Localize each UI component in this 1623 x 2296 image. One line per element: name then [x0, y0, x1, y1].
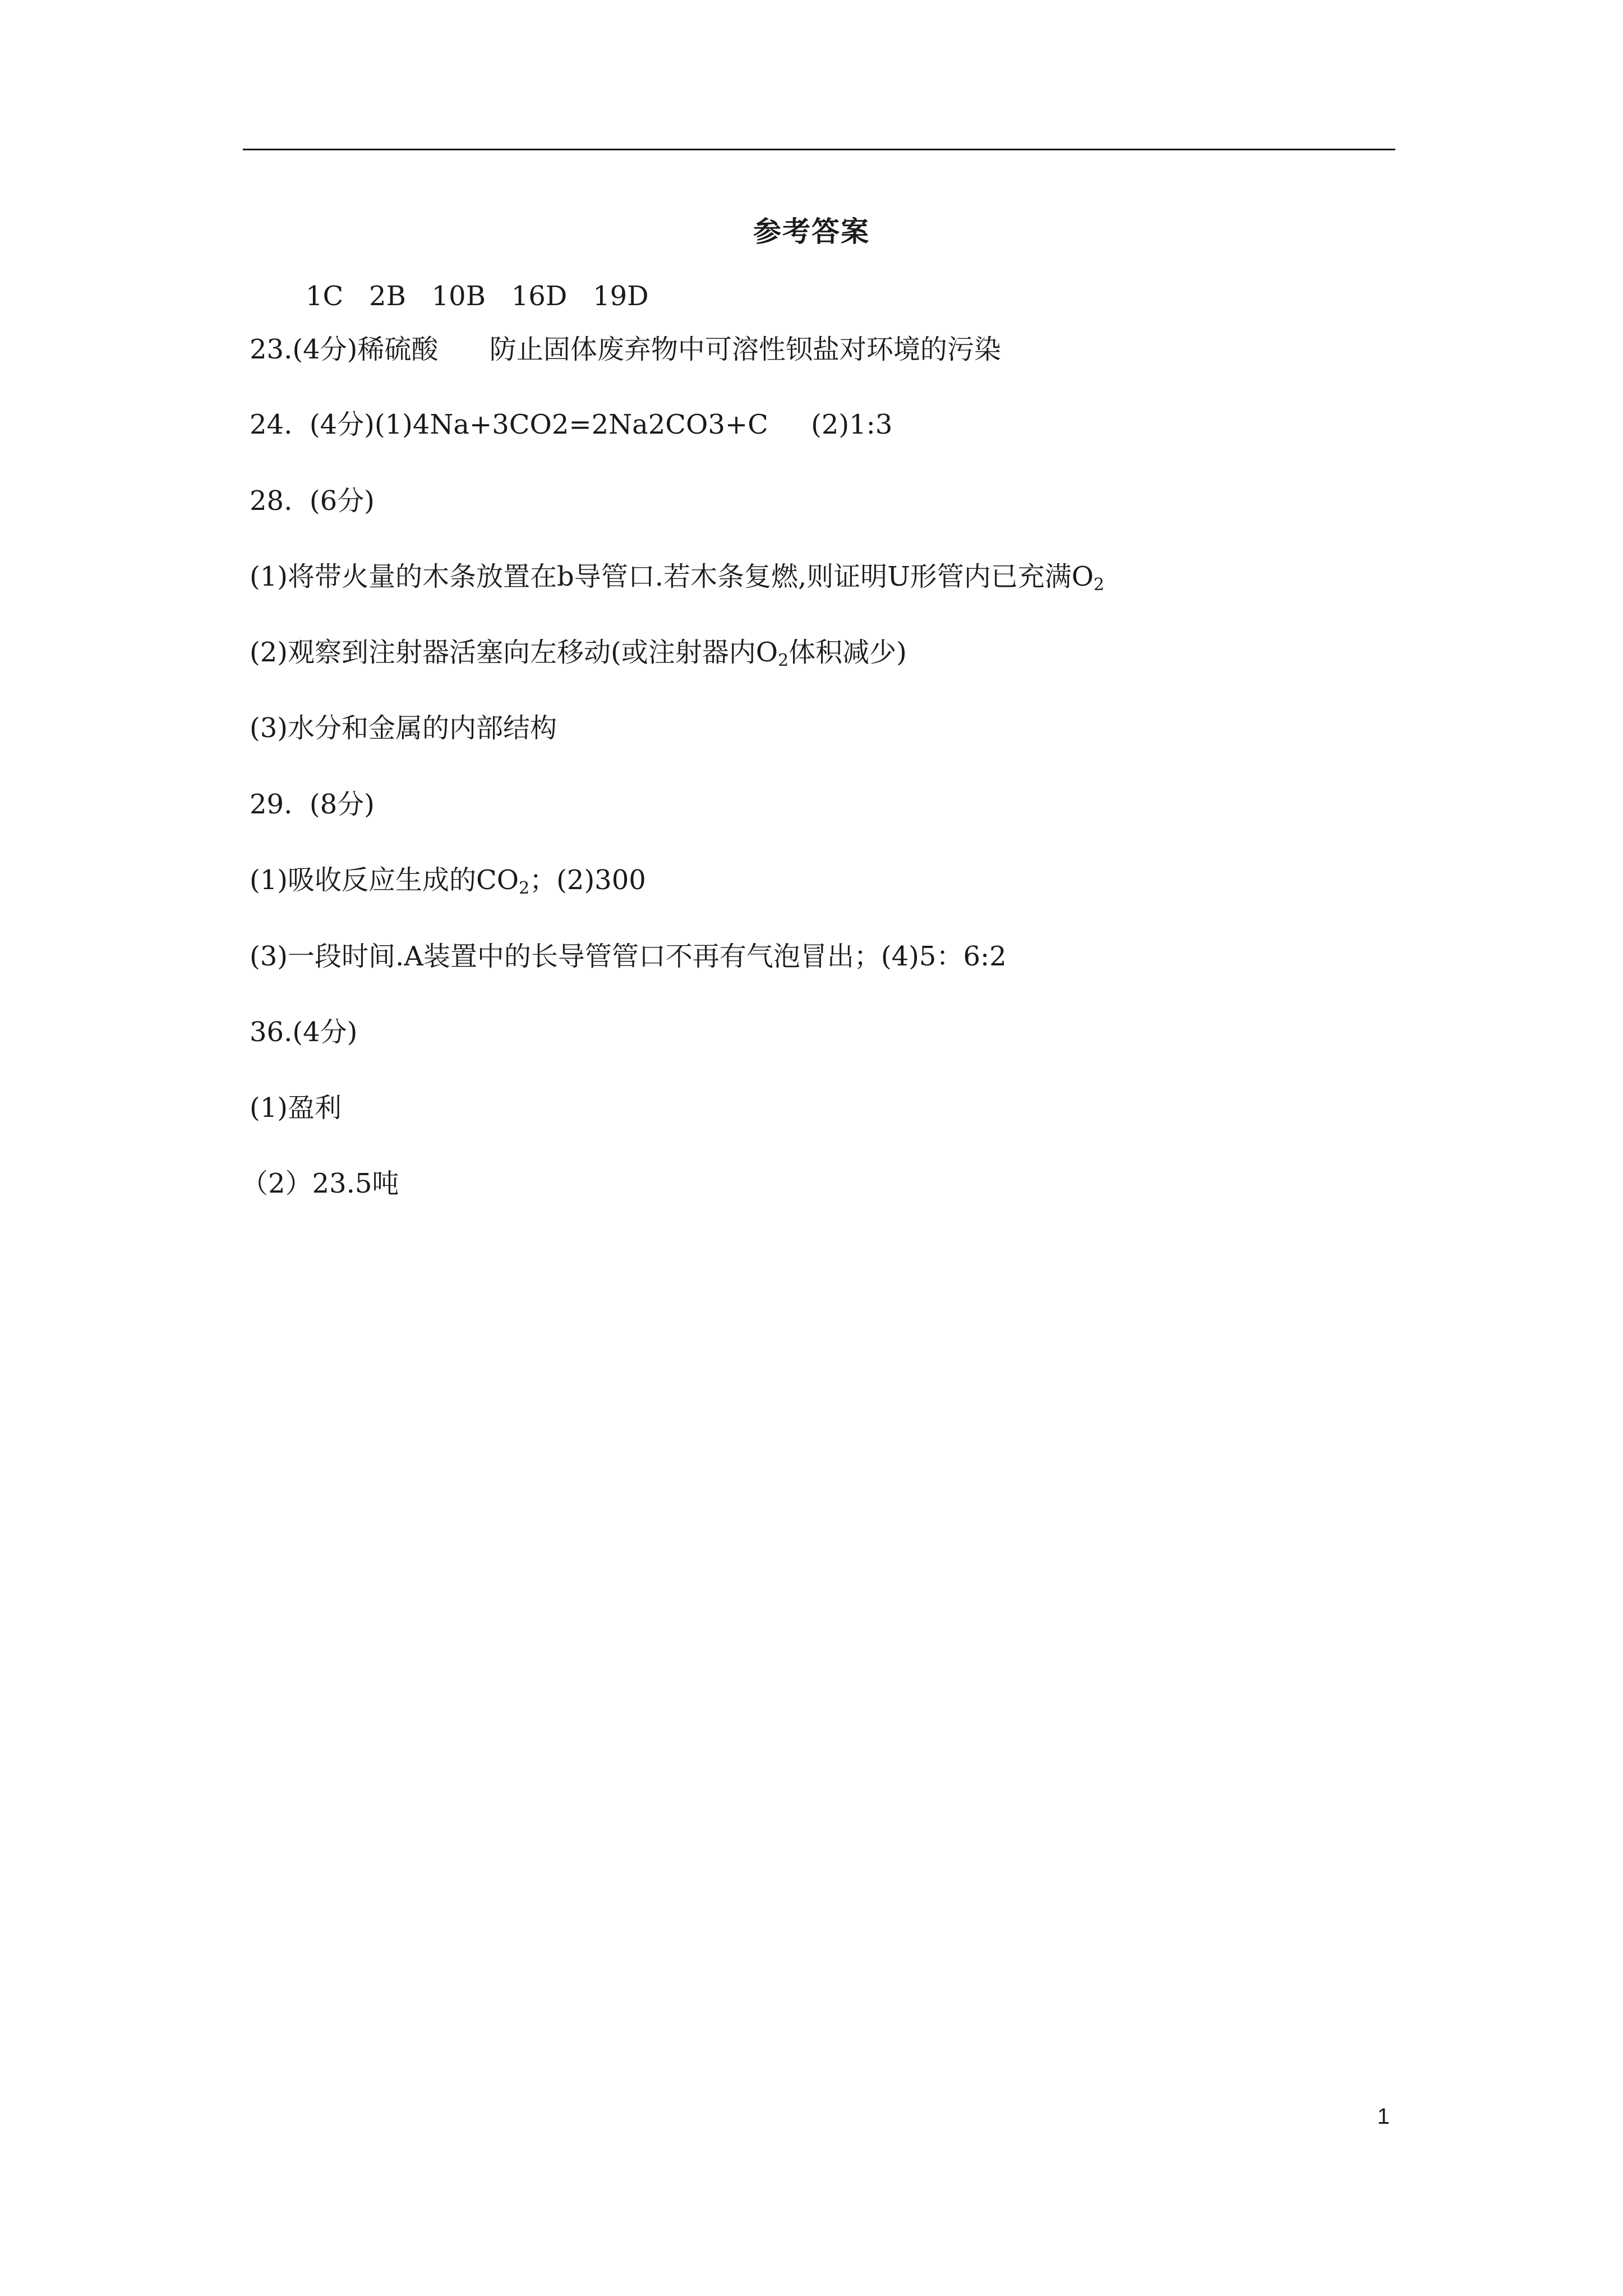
subscript: 2 — [778, 651, 789, 670]
answer-29-part3: (3)一段时间.A装置中的长导管管口不再有气泡冒出；(4)5：6:2 — [250, 941, 1007, 972]
answer-29-part1-after: ；(2)300 — [529, 864, 646, 896]
header-rule — [243, 149, 1395, 150]
answer-36-part1: (1)盈利 — [250, 1092, 342, 1124]
answer-36-part2: （2）23.5吨 — [241, 1168, 399, 1199]
answer-28-part1 — [250, 557, 1104, 596]
choice-answers: 1C 2B 10B 16D 19D — [306, 280, 649, 312]
subscript: 2 — [519, 878, 530, 898]
answer-24: 24. (4分)(1)4Na+3CO2=2Na2CO3+C (2)1:3 — [250, 409, 893, 440]
answer-23: 23.(4分)稀硫酸 防止固体废弃物中可溶性钡盐对环境的污染 — [250, 334, 1001, 365]
answer-28-header: 28. (6分) — [250, 485, 375, 517]
answer-28-part3: (3)水分和金属的内部结构 — [250, 712, 557, 744]
page-number: 1 — [1377, 2104, 1390, 2129]
answer-28-part2 — [250, 633, 907, 672]
subscript: 2 — [1094, 575, 1105, 595]
answer-29-part1 — [250, 861, 646, 900]
answer-29-part1-before: (1)吸收反应生成的CO — [250, 864, 519, 896]
answer-28-part2-before: (2)观察到注射器活塞向左移动(或注射器内O — [250, 637, 778, 668]
answer-28-part2-after: 体积减少) — [789, 637, 907, 668]
answer-29-header: 29. (8分) — [250, 789, 375, 820]
answer-36-header: 36.(4分) — [250, 1016, 358, 1048]
answer-28-part1-text: (1)将带火量的木条放置在b导管口.若木条复燃,则证明U形管内已充满O — [250, 561, 1094, 592]
page-title: 参考答案 — [753, 215, 870, 248]
